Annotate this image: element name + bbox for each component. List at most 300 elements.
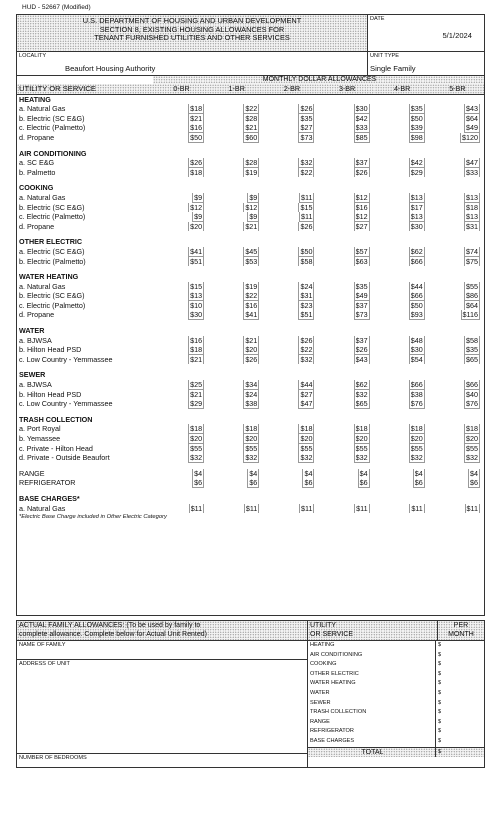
allowance-value: $55 [466,281,478,291]
allowance-cell [374,390,429,400]
allowance-cell [263,158,318,168]
allowance-value: $85 [355,132,368,142]
locality-box [17,52,368,75]
allowance-cell [208,247,263,257]
table-row [17,336,484,346]
allowance-cell [374,310,429,320]
table-row [17,193,484,203]
allowance-value: $43 [355,354,368,364]
allowance-value: $16 [190,335,203,345]
service-name: SEWER [310,699,331,706]
allowance-cell [318,504,373,514]
allowance-value: $20 [466,434,478,443]
allowance-cell [318,104,373,114]
allowance-cell [263,212,318,222]
family-name-field[interactable] [17,641,307,660]
allowance-cell [263,168,318,178]
allowance-cell [153,444,208,454]
allowance-value: $74 [466,246,478,256]
allowance-cell [429,114,484,124]
table-row [17,453,484,463]
row-label: a. Natural Gas [19,503,66,513]
allowance-cell [374,444,429,454]
allowance-value: $49 [466,123,478,133]
col-header: 5-BR [449,84,466,93]
bedrooms-label: NUMBER OF BEDROOMS [19,755,87,762]
allowance-value: $51 [300,310,313,320]
allowance-cell [153,453,208,463]
per-month-line-1: PER [453,622,469,629]
allowance-value: $21 [190,354,203,364]
allowance-value: $6 [470,478,478,488]
allowance-value: $30 [190,310,203,320]
allowance-cell [208,104,263,114]
allowance-value: $16 [245,300,258,310]
allowance-value: $20 [410,434,423,443]
table-row [17,478,484,488]
allowance-cell [208,168,263,178]
allowance-value: $42 [410,158,423,168]
allowance-value: $57 [355,246,368,256]
allowance-value: $40 [466,389,478,399]
service-amount[interactable]: $ [435,727,484,737]
allowance-cell [263,203,318,213]
allowance-cell [318,390,373,400]
allowance-value: $66 [410,256,423,266]
row-label: d. Private - Outside Beaufort [19,453,110,463]
utility-header-line-2: OR SERVICE [310,630,354,638]
allowance-cell [153,399,208,409]
allowance-value: $12 [355,212,368,222]
allowance-cell [374,399,429,409]
allowance-cell [263,399,318,409]
service-row [308,660,484,670]
allowance-value: $44 [300,380,313,390]
allowance-cell [208,212,263,222]
allowance-cell [318,345,373,355]
allowance-cell [318,453,373,463]
section-title-row [17,272,484,282]
allowance-cell [208,424,263,434]
allowance-value: $23 [300,300,313,310]
allowance-value: $31 [300,291,313,301]
date-value: 5/1/2024 [442,31,472,40]
allowance-cell [263,193,318,203]
allowance-value: $12 [355,192,368,202]
allowance-value: $13 [190,291,203,301]
row-label: b. Electric (SC E&G) [19,202,85,212]
allowance-value: $30 [410,345,423,355]
allowance-cell [318,168,373,178]
allowance-cell [153,380,208,390]
allowance-value: $76 [410,399,423,409]
allowance-cell [429,399,484,409]
allowance-cell [263,469,318,479]
col-header: 4-BR [394,84,411,93]
allowance-value: $4 [414,468,423,478]
section-title: OTHER ELECTRIC [19,237,83,247]
allowance-cell [208,336,263,346]
allowance-cell [153,123,208,133]
allowance-value: $37 [355,335,368,345]
table-row [17,158,484,168]
service-name: WATER HEATING [310,680,356,687]
title-line-3: TENANT FURNISHED UTILITIES AND OTHER SERVICES [94,33,290,43]
allowance-cell [263,247,318,257]
allowance-cell [153,104,208,114]
actual-title-line-1: ACTUAL FAMILY ALLOWANCES: (To be used by family to [19,622,201,629]
allowance-value: $42 [355,113,368,123]
allowance-cell [153,114,208,124]
service-amount[interactable]: $ [435,737,484,747]
allowance-value: $32 [410,453,423,463]
allowance-value: $18 [190,167,203,177]
allowance-value: $6 [194,478,203,488]
table-row [17,434,484,444]
allowance-body [17,94,484,523]
allowance-cell [208,355,263,365]
allowance-value: $22 [300,167,313,177]
allowance-value: $20 [190,221,203,231]
allowance-cell [263,444,318,454]
allowance-cell [263,282,318,292]
allowance-value: $62 [355,380,368,390]
row-label: b. Electric (Palmetto) [19,256,86,266]
table-row [17,444,484,454]
service-amount[interactable]: $ [435,708,484,718]
table-row [17,282,484,292]
service-name: COOKING [310,661,337,668]
allowance-value: $9 [249,192,258,202]
allowance-value: $27 [355,221,368,231]
allowance-value: $98 [410,132,423,142]
table-row [17,222,484,232]
address-field[interactable] [17,660,307,754]
col-header: 2-BR [283,84,301,93]
table-row [17,247,484,257]
allowance-cell [208,504,263,514]
meta-row [16,52,485,76]
allowance-cell [374,133,429,143]
allowance-value: $6 [414,478,423,488]
allowance-cell [318,114,373,124]
allowance-value: $19 [245,167,258,177]
allowance-value: $20 [300,434,313,443]
row-label: c. Electric (Palmetto) [19,123,86,133]
allowance-value: $21 [245,123,258,133]
service-amount[interactable]: $ [435,718,484,728]
row-label: b. Electric (SC E&G) [19,113,85,123]
allowance-cell [263,390,318,400]
row-label: a. Port Royal [19,424,61,434]
section-title-row [17,94,484,104]
allowance-value: $29 [190,399,203,409]
service-name: OTHER ELECTRIC [310,670,359,677]
allowance-value: $9 [249,212,258,222]
allowance-cell [374,453,429,463]
allowance-cell [263,504,318,514]
allowance-value: $26 [245,354,258,364]
allowance-value: $66 [410,291,423,301]
allowance-value: $41 [245,310,258,320]
allowance-cell [153,504,208,514]
allowance-cell [374,257,429,267]
service-amount[interactable]: $ [435,651,484,661]
locality-label: LOCALITY [19,53,47,59]
service-amount[interactable]: $ [435,679,484,689]
allowance-value: $22 [245,291,258,301]
allowance-value: $21 [245,221,258,231]
allowance-value: $86 [466,291,478,301]
allowance-cell [153,301,208,311]
allowance-cell [374,247,429,257]
allowance-value: $28 [245,113,258,123]
allowance-cell [208,114,263,124]
row-label: b. Yemassee [19,434,61,443]
allowance-value: $26 [300,221,313,231]
table-row [17,104,484,114]
row-label: a. BJWSA [19,380,52,390]
allowance-value: $64 [466,113,478,123]
allowance-cell [208,133,263,143]
section-title-row [17,370,484,380]
allowance-cell [208,222,263,232]
allowance-value: $11 [356,503,368,513]
allowance-value: $35 [300,113,313,123]
allowance-cell [429,469,484,479]
service-name: RANGE [310,718,330,725]
allowance-cell [263,104,318,114]
row-label: a. Natural Gas [19,281,66,291]
col-header: 0-BR [173,84,190,93]
allowance-cell [153,193,208,203]
allowance-cell [374,336,429,346]
allowance-value: $4 [304,468,313,478]
allowance-value: $9 [194,212,203,222]
allowance-value: $26 [300,104,313,114]
row-label: c. Low Country - Yemmassee [19,399,113,409]
date-label: DATE [370,16,385,22]
service-totals-header [308,621,484,641]
allowance-value: $11 [411,503,423,513]
table-row [17,424,484,434]
locality-value: Beaufort Housing Authority [65,64,156,73]
allowance-cell [374,168,429,178]
service-name: TRASH COLLECTION [310,709,367,716]
allowance-cell [318,336,373,346]
table-row [17,345,484,355]
service-amount[interactable]: $ [435,670,484,680]
actual-title-line-2: complete allowance. Complete below for Actual Unit Rented) [19,630,207,638]
allowance-cell [208,399,263,409]
form-title [17,15,368,51]
allowance-value: $50 [190,132,203,142]
allowance-cell [153,133,208,143]
allowance-value: $20 [355,434,368,443]
row-label: c. Low Country - Yemmassee [19,354,113,364]
allowance-value: $66 [410,380,423,390]
allowance-cell [429,301,484,311]
allowance-cell [318,203,373,213]
form-id: HUD - 52667 (Modified) [22,4,91,11]
allowance-value: $60 [245,132,258,142]
allowance-value: $4 [359,468,368,478]
allowance-cell [318,158,373,168]
family-name-label: NAME OF FAMILY [19,642,66,649]
allowance-cell [429,434,484,444]
unit-type-value: Single Family [370,64,416,73]
allowance-cell [429,453,484,463]
allowance-value: $35 [410,104,423,114]
allowance-value: $55 [245,443,258,453]
allowance-cell [263,291,318,301]
allowance-cell [429,380,484,390]
allowance-value: $11 [466,503,478,513]
allowance-cell [153,158,208,168]
table-row [17,291,484,301]
allowance-value: $12 [245,202,258,212]
row-label: c. Electric (Palmetto) [19,212,86,222]
allowance-cell [429,193,484,203]
allowance-cell [374,193,429,203]
service-amount[interactable]: $ [435,699,484,709]
row-label: d. Propane [19,310,55,320]
bedrooms-field[interactable] [17,754,307,762]
allowance-value: $38 [245,399,258,409]
allowance-cell [263,133,318,143]
allowance-cell [318,478,373,488]
service-amount[interactable]: $ [435,660,484,670]
allowance-value: $55 [190,443,203,453]
allowance-value: $39 [410,123,423,133]
service-name: REFRIGERATOR [310,728,354,735]
section-title-row [17,237,484,247]
allowance-cell [153,336,208,346]
allowance-cell [153,291,208,301]
section-title-row [17,494,484,504]
unit-type-label: UNIT TYPE [370,53,400,59]
allowance-value: $44 [410,281,423,291]
allowance-cell [374,424,429,434]
service-header: UTILITY OR SERVICE [19,84,96,93]
allowance-cell [429,168,484,178]
allowance-cell [374,104,429,114]
table-row [17,212,484,222]
allowance-value: $73 [300,132,313,142]
address-label: ADDRESS OF UNIT [19,661,70,668]
utility-header [308,621,437,640]
service-name: HEATING [310,642,335,648]
table-row [17,355,484,365]
allowance-cell [429,345,484,355]
title-line-1: U.S. DEPARTMENT OF HOUSING AND URBAN DEVELOPMENT [82,16,302,25]
allowance-cell [263,301,318,311]
table-row [17,399,484,409]
allowance-value: $50 [410,300,423,310]
section-title: AIR CONDITIONING [19,148,87,158]
col-header: 1-BR [228,84,245,93]
section-title: WATER [19,326,45,336]
allowance-value: $32 [300,453,313,463]
col-header: 3-BR [338,84,356,93]
allowance-cell [208,390,263,400]
allowance-cell [429,424,484,434]
table-row [17,301,484,311]
allowance-cell [208,469,263,479]
allowance-value: $32 [300,354,313,364]
allowance-cell [208,434,263,444]
allowance-cell [263,478,318,488]
allowance-value: $76 [466,399,478,409]
form-header [16,14,485,52]
total-row [308,747,484,758]
allowance-value: $26 [190,158,203,168]
allowance-value: $66 [466,380,478,390]
allowance-value: $64 [466,300,478,310]
allowance-cell [318,193,373,203]
allowance-value: $120 [462,132,478,142]
allowance-value: $29 [410,167,423,177]
allowance-value: $13 [466,212,478,222]
allowance-cell [263,222,318,232]
section-title-row [17,415,484,425]
allowance-cell [374,123,429,133]
service-row [308,718,484,728]
allowance-value: $15 [300,202,313,212]
allowance-cell [429,158,484,168]
allowance-value: $55 [410,443,423,453]
allowance-value: $49 [355,291,368,301]
footnote: *Electric Base Charge included in Other Electric Category [19,514,167,521]
section-title: TRASH COLLECTION [19,414,93,424]
actual-title [17,621,307,641]
service-list [308,641,484,747]
allowance-value: $55 [300,443,313,453]
allowance-value: $4 [249,468,258,478]
total-amount[interactable]: $ [435,748,484,758]
table-row [17,310,484,320]
allowance-cell [318,133,373,143]
section-title: BASE CHARGES* [19,493,80,503]
allowance-cell [208,310,263,320]
allowance-cell [263,345,318,355]
service-amount[interactable]: $ [435,641,484,651]
allowance-value: $32 [355,389,368,399]
allowance-value: $10 [190,300,203,310]
row-label: REFRIGERATOR [19,478,76,488]
allowance-value: $45 [245,246,258,256]
allowance-cell [208,444,263,454]
service-row [308,727,484,737]
allowance-cell [374,434,429,444]
allowance-cell [374,222,429,232]
allowance-value: $25 [190,380,203,390]
allowance-cell [208,291,263,301]
allowance-cell [429,478,484,488]
service-amount[interactable]: $ [435,689,484,699]
allowance-cell [429,282,484,292]
allowance-value: $50 [410,113,423,123]
table-row [17,123,484,133]
footnote-row [17,513,484,523]
allowance-value: $38 [410,389,423,399]
section-title-row [17,326,484,336]
table-row [17,114,484,124]
allowance-value: $32 [300,158,313,168]
title-line-2: SECTION 8, EXISTING HOUSING ALLOWANCES FOR [99,24,285,34]
allowance-value: $32 [190,453,203,463]
allowance-cell [374,301,429,311]
